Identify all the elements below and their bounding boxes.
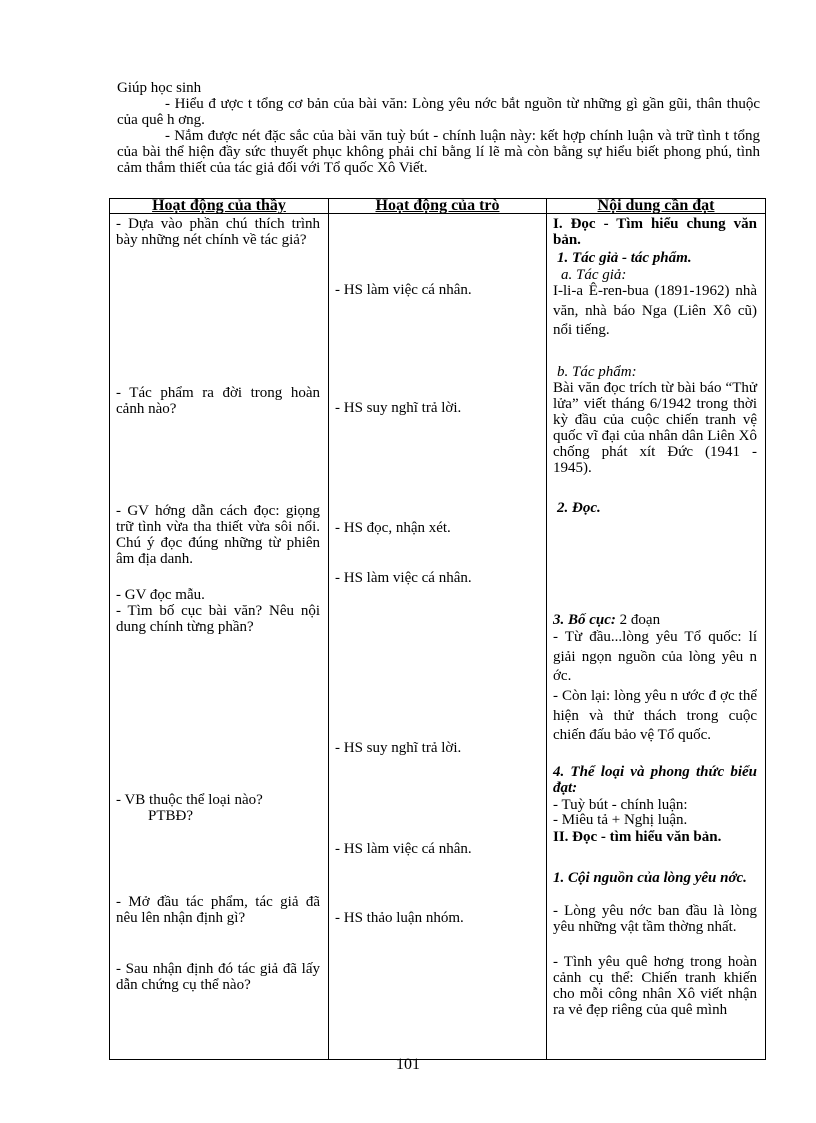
genre-2: - Miêu tả + Nghị luận.	[553, 812, 688, 828]
point-1: - Lòng yêu nớc ban đầu là lòng yêu những vật tầm thờng nhất.	[553, 903, 757, 935]
work-label: b. Tác phẩm:	[557, 364, 637, 380]
teacher-q5: - Tìm bố cục bài văn? Nêu nội dung chính từng phần?	[116, 603, 320, 635]
student-a3: - HS đọc, nhận xét.	[335, 520, 451, 536]
author-label: a. Tác giả:	[561, 267, 627, 283]
lesson-table	[109, 198, 766, 1060]
point-2: - Tình yêu quê hơng trong hoàn cảnh cụ thể: Chiến tranh khiến cho mỗi công nhân Xô viết nhận ra vẻ đẹp riêng của quê mình	[553, 954, 757, 1018]
student-a1: - HS làm việc cá nhân.	[335, 282, 472, 298]
student-a5: - HS suy nghĩ trả lời.	[335, 740, 462, 756]
goal-1: - Hiểu đ ược t tổng cơ bản của bài văn: Lòng yêu nớc bắt nguồn từ những gì gần gũi, thân thuộc của quê h ơng.	[117, 96, 760, 128]
teacher-q8: - Sau nhận định đó tác giả đã lấy dẫn chứng cụ thể nào?	[116, 961, 320, 993]
section-1-title: I. Đọc - Tìm hiểu chung văn bản.	[553, 216, 757, 248]
student-column	[329, 214, 546, 1059]
structure-label: 3. Bố cục:	[553, 612, 616, 628]
work-text: Bài văn đọc trích từ bài báo “Thử lửa” viết tháng 6/1942 trong thời kỳ đầu của cuộc chiến tranh vệ quốc vĩ đại của nhân dân Liên Xô chống phát xít Đức (1941 - 1945).	[553, 380, 757, 476]
teacher-q1: - Dựa vào phần chú thích trình bày những nét chính về tác giả?	[116, 216, 320, 248]
student-a7: - HS thảo luận nhóm.	[335, 910, 464, 926]
header-content: Nội dung cần đạt	[547, 199, 766, 214]
part-1: - Từ đầu...lòng yêu Tổ quốc: lí giải ngọn nguồn của lòng yêu n ớc.	[553, 629, 757, 684]
genre-1: - Tuỳ bút - chính luận:	[553, 797, 688, 813]
page-number: 101	[396, 1056, 420, 1073]
student-a2: - HS suy nghĩ trả lời.	[335, 400, 462, 416]
sub-5-title: 1. Cội nguồn của lòng yêu nớc.	[553, 870, 747, 886]
sub-2-title: 2. Đọc.	[557, 500, 601, 516]
part-2: - Còn lại: lòng yêu n ước đ ợc thể hiện và thử thách trong cuộc chiến đấu bảo vệ Tổ quốc.	[553, 688, 757, 743]
goal-2: - Nắm được nét đặc sắc của bài văn tuỳ bút - chính luận này: kết hợp chính luận và trữ tình t tổng của bài thể hiện đầy sức thuyết phục không phải chỉ bằng lí lẽ mà còn bằng sự hiểu biết phong phú, tình cảm thắm thiết của tác giả đối với Tổ quốc Xô Viết.	[117, 128, 760, 176]
structure-text: 2 đoạn	[619, 612, 661, 628]
section-2-title: II. Đọc - tìm hiểu văn bản.	[553, 829, 722, 845]
teacher-q3: - GV hớng dẫn cách đọc: giọng trữ tình vừa tha thiết vừa sôi nổi. Chú ý đọc đúng những từ phiên âm địa danh.	[116, 503, 320, 567]
teacher-q7: - Mở đầu tác phẩm, tác giả đã nêu lên nhận định gì?	[116, 894, 320, 926]
header-student: Hoạt động của trò	[329, 199, 547, 214]
content-column	[547, 214, 765, 1059]
teacher-q6b: PTBĐ?	[148, 808, 193, 824]
teacher-q2: - Tác phẩm ra đời trong hoàn cảnh nào?	[116, 385, 320, 417]
student-a6: - HS làm việc cá nhân.	[335, 841, 472, 857]
student-a4: - HS làm việc cá nhân.	[335, 570, 472, 586]
intro-heading: Giúp học sinh	[117, 80, 202, 96]
teacher-column	[110, 214, 328, 1059]
author-text: I-li-a Ê-ren-bua (1891-1962) nhà văn, nhà báo Nga (Liên Xô cũ) nổi tiếng.	[553, 283, 757, 338]
header-teacher: Hoạt động của thầy	[110, 199, 329, 214]
teacher-q6: - VB thuộc thể loại nào?	[116, 792, 263, 808]
intro-section	[117, 80, 760, 176]
sub-1-title: 1. Tác giả - tác phẩm.	[557, 250, 692, 266]
sub-4-title: 4. Thể loại và phong thức biểu đạt:	[553, 764, 757, 796]
teacher-q4: - GV đọc mẫu.	[116, 587, 205, 603]
